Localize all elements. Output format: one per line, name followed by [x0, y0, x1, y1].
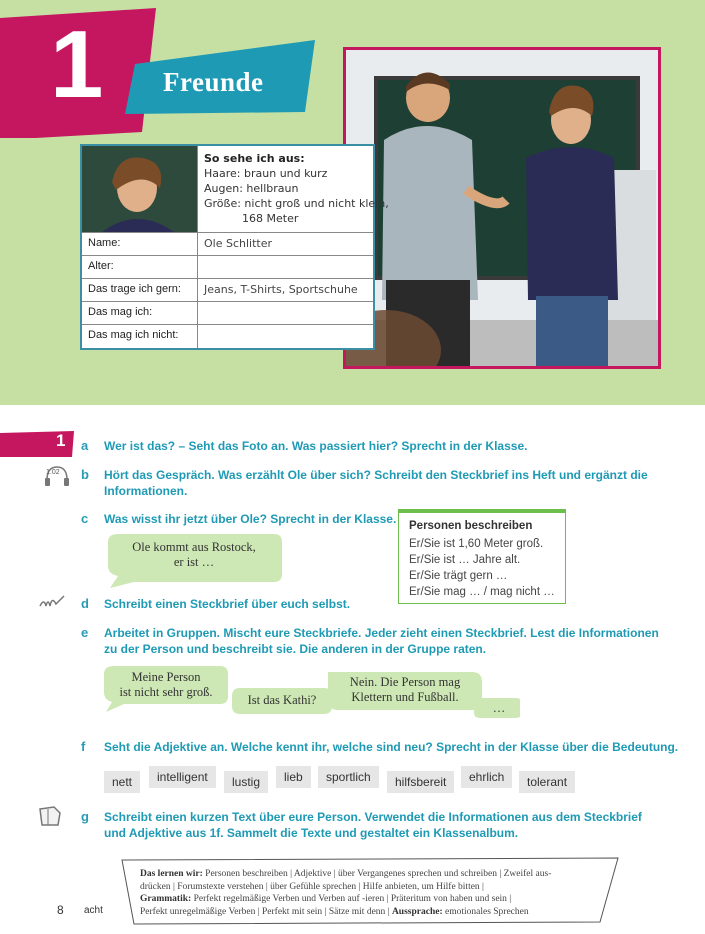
bubble-e3-line1: Nein. Die Person mag	[349, 675, 461, 689]
row-label: Das mag ich:	[88, 306, 153, 318]
desc-line: Größe: nicht groß und nicht klein,	[204, 197, 389, 210]
page-number: 8	[57, 903, 64, 917]
info-line: Er/Sie ist 1,60 Meter groß.	[409, 538, 544, 550]
desc-line: Haare: braun und kurz	[204, 167, 328, 180]
task-letter-b: b	[81, 467, 89, 482]
grammatik-label: Grammatik:	[140, 894, 192, 904]
task-e-line2: zu der Person und beschreibt sie. Die anderen in der Gruppe raten.	[104, 642, 487, 656]
page-word: acht	[84, 905, 103, 916]
adjective-chip: ehrlich	[461, 766, 512, 788]
adjective-chip: hilfsbereit	[387, 771, 454, 793]
task-b-line1: Hört das Gespräch. Was erzählt Ole über sich? Schreibt den Steckbrief ins Heft und ergänzt die	[104, 468, 648, 482]
bubble-c-line1: Ole kommt aus Rostock,	[132, 540, 256, 554]
row-label: Das trage ich gern:	[88, 283, 181, 295]
task-b-line2: Informationen.	[104, 484, 188, 498]
card-divider	[197, 146, 198, 232]
profile-card	[80, 144, 389, 350]
lernen-label: Das lernen wir:	[140, 869, 203, 879]
task-letter-e: e	[81, 625, 89, 640]
bubble-e2: Ist das Kathi?	[247, 693, 317, 707]
adjective-chip: tolerant	[519, 771, 575, 793]
classroom-photo	[343, 47, 661, 369]
adjective-chip: lustig	[224, 771, 268, 793]
learning-goals	[140, 868, 600, 918]
adjective-chip: nett	[104, 771, 140, 793]
task-letter-a: a	[81, 438, 89, 453]
info-line: Er/Sie mag … / mag nicht …	[409, 586, 555, 598]
chapter-title: Freunde	[163, 67, 264, 97]
adjective-chip: lieb	[276, 766, 311, 788]
desc-heading: So sehe ich aus:	[204, 152, 305, 165]
chapter-number: 1	[50, 11, 104, 118]
row-label: Alter:	[88, 260, 114, 272]
writing-icon	[38, 594, 68, 617]
profile-row	[82, 278, 373, 302]
aussprache-text: emotionales Sprechen	[444, 906, 529, 917]
task-letter-g: g	[81, 809, 89, 824]
bubble-c-line2: er ist …	[173, 555, 215, 569]
task-g-line1: Schreibt einen kurzen Text über eure Person. Verwendet die Informationen aus dem Steckbrief	[104, 810, 642, 824]
task-d-text: Schreibt einen Steckbrief über euch selbst.	[104, 597, 351, 611]
exercise-number: 1	[56, 431, 66, 450]
profile-row	[82, 232, 373, 256]
bubble-e1-line1: Meine Person	[131, 670, 201, 684]
profile-photo	[82, 146, 197, 232]
grammatik-text-2: Präteritum von haben und sein |	[390, 894, 512, 904]
portfolio-icon	[38, 805, 64, 832]
profile-row	[82, 324, 373, 348]
task-letter-c: c	[81, 511, 89, 526]
info-box-title: Personen beschreiben	[409, 520, 533, 532]
bubble-e4: …	[492, 701, 506, 715]
grammatik-text: Perfekt regelmäßige Verben und Verben auf -ieren |	[193, 894, 389, 904]
info-box	[398, 509, 566, 604]
task-f-text: Seht die Adjektive an. Welche kennt ihr, welche sind neu? Sprecht in der Klasse über die Bedeutung.	[104, 740, 679, 754]
task-letter-f: f	[81, 739, 86, 754]
audio-track: 1.02	[46, 469, 60, 476]
bubble-e1-line2: ist nicht sehr groß.	[119, 685, 213, 699]
task-letter-d: d	[81, 596, 89, 611]
grammatik-text-3: Perfekt unregelmäßige Verben | Perfekt mit sein | Sätze mit denn |	[140, 906, 390, 917]
task-c-text: Was wisst ihr jetzt über Ole? Sprecht in der Klasse.	[104, 512, 397, 526]
profile-row	[82, 301, 373, 325]
row-label: Das mag ich nicht:	[88, 329, 179, 341]
bubble-e3-line2: Klettern und Fußball.	[351, 690, 459, 704]
task-a-text: Wer ist das? – Seht das Foto an. Was passiert hier? Sprecht in der Klasse.	[104, 439, 528, 453]
desc-line: Augen: hellbraun	[204, 182, 299, 195]
info-line: Er/Sie trägt gern …	[409, 570, 508, 582]
card-divider	[197, 232, 198, 348]
info-line: Er/Sie ist … Jahre alt.	[409, 554, 521, 566]
lernen-text-2: drücken | Forumstexte verstehen | über Gefühle sprechen | Hilfe anbieten, um Hilfe bitten |	[140, 881, 484, 892]
adjective-chip: intelligent	[149, 766, 216, 788]
desc-line: 168 Meter	[242, 212, 299, 225]
row-value: Ole Schlitter	[204, 237, 273, 250]
row-value: Jeans, T-Shirts, Sportschuhe	[204, 283, 358, 296]
adjective-chip: sportlich	[318, 766, 379, 788]
aussprache-label: Aussprache:	[391, 906, 443, 917]
row-label: Name:	[88, 237, 121, 249]
profile-row	[82, 255, 373, 279]
lernen-text: Personen beschreiben | Adjektive | über Vergangenes sprechen und schreiben | Zweifel aus-	[205, 869, 552, 879]
task-e-line1: Arbeitet in Gruppen. Mischt eure Steckbriefe. Jeder zieht einen Steckbrief. Lest die Informationen	[104, 626, 659, 640]
task-g-line2: und Adjektive aus 1f. Sammelt die Texte und gestaltet ein Klassenalbum.	[104, 826, 519, 840]
